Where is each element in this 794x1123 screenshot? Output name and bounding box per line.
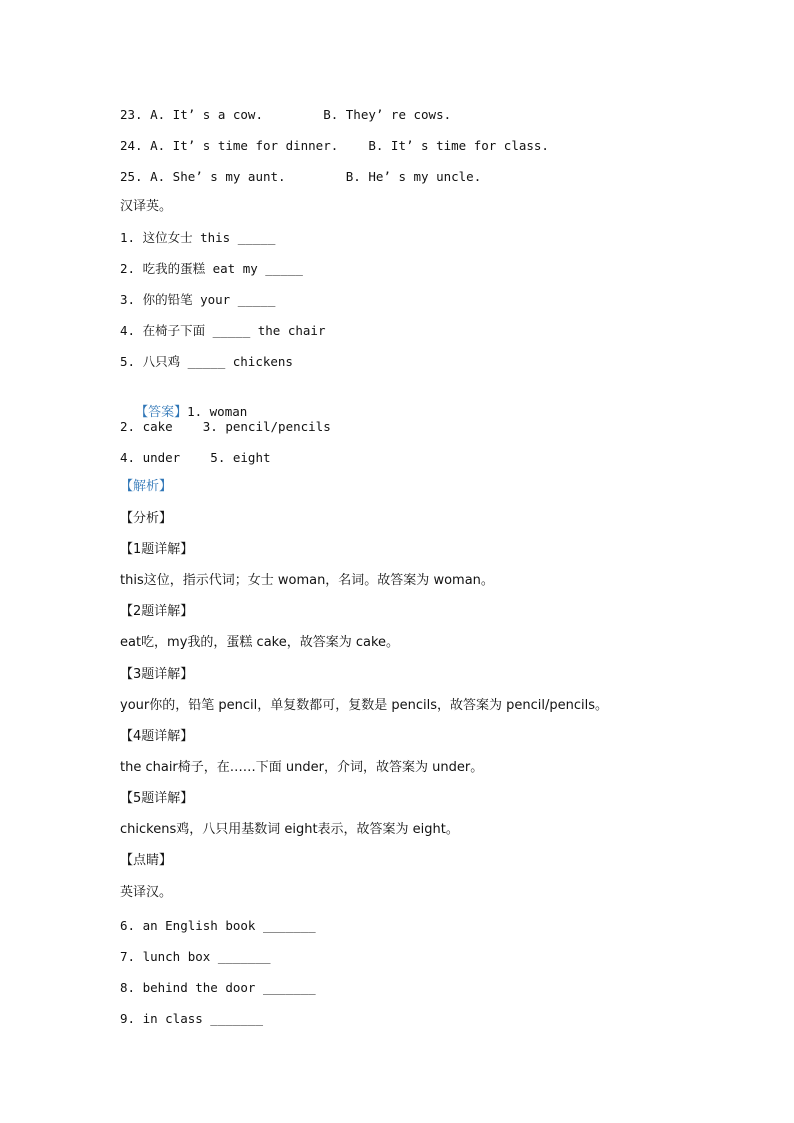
dianjing-tag: 【点睛】 — [120, 853, 173, 868]
section-heading-e2c: 英译汉。 — [120, 885, 173, 900]
jiexi-tag: 【解析】 — [120, 479, 173, 494]
section-heading-c2e: 汉译英。 — [120, 199, 173, 214]
answer-first: 1. woman — [187, 404, 248, 419]
item-6: 6. an English book _______ — [120, 918, 316, 933]
item-8: 8. behind the door _______ — [120, 980, 316, 995]
answer-line-1 — [120, 385, 247, 422]
item-4: 4. 在椅子下面 _____ the chair — [120, 323, 326, 338]
item-1: 1. 这位女士 this _____ — [120, 230, 276, 245]
q24: 24. A. It’ s time for dinner. B. It’ s time for class. — [120, 138, 549, 153]
detail-3-heading: 【3题详解】 — [120, 667, 194, 682]
fenxi-tag: 【分析】 — [120, 511, 173, 526]
item-3: 3. 你的铅笔 your _____ — [120, 292, 276, 307]
detail-5-heading: 【5题详解】 — [120, 791, 194, 806]
detail-4-text: the chair椅子，在……下面 under，介词，故答案为 under。 — [120, 760, 484, 775]
answer-line-3: 4. under 5. eight — [120, 450, 271, 465]
item-7: 7. lunch box _______ — [120, 949, 271, 964]
detail-5-text: chickens鸡，八只用基数词 eight表示，故答案为 eight。 — [120, 822, 459, 837]
detail-1-heading: 【1题详解】 — [120, 542, 194, 557]
detail-1-text: this这位，指示代词；女士 woman，名词。故答案为 woman。 — [120, 573, 494, 588]
item-5: 5. 八只鸡 _____ chickens — [120, 354, 293, 369]
item-9: 9. in class _______ — [120, 1011, 263, 1026]
detail-3-text: your你的，铅笔 pencil，单复数都可，复数是 pencils，故答案为 pencil/pencils。 — [120, 698, 608, 713]
q25: 25. A. She’ s my aunt. B. He’ s my uncle. — [120, 169, 482, 184]
detail-4-heading: 【4题详解】 — [120, 729, 194, 744]
detail-2-text: eat吃，my我的，蛋糕 cake，故答案为 cake。 — [120, 635, 400, 650]
answer-line-2: 2. cake 3. pencil/pencils — [120, 419, 331, 434]
detail-2-heading: 【2题详解】 — [120, 604, 194, 619]
answer-tag: 【答案】 — [135, 405, 188, 420]
item-2: 2. 吃我的蛋糕 eat my _____ — [120, 261, 303, 276]
q23: 23. A. It’ s a cow. B. They’ re cows. — [120, 107, 452, 122]
